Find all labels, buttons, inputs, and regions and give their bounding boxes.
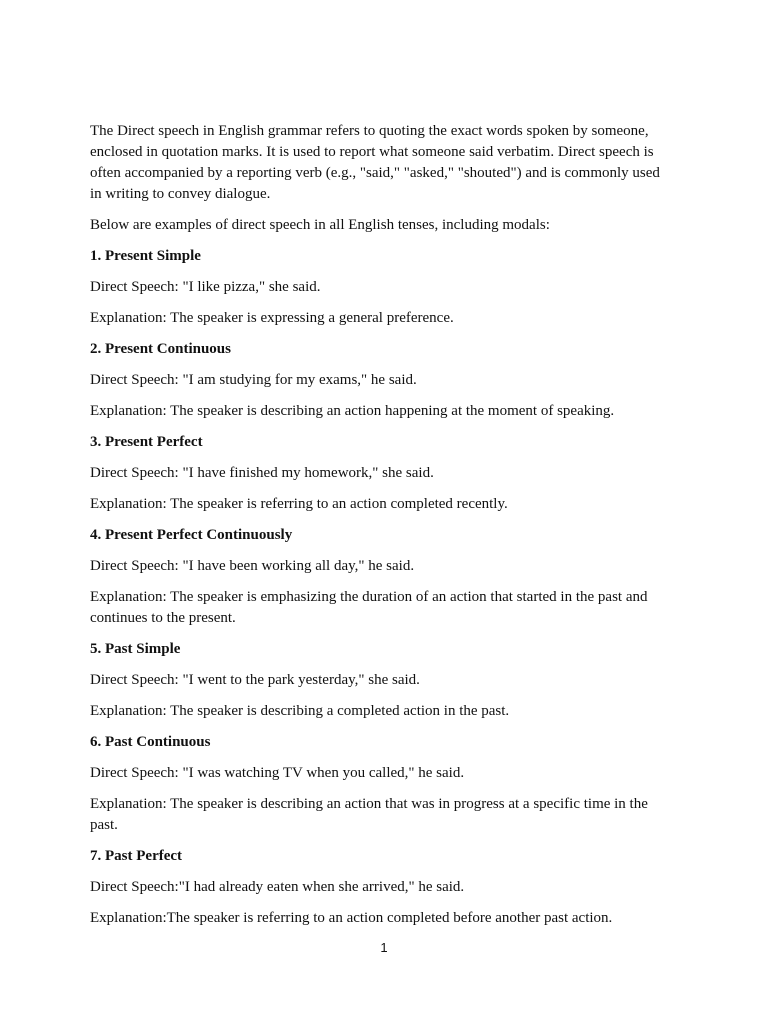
explanation-text: Explanation: The speaker is emphasizing the duration of an action that started in the past and continues to the present.: [90, 589, 648, 626]
explanation-text: Explanation: The speaker is describing a completed action in the past.: [90, 703, 510, 719]
direct-speech-example: Direct Speech: "I went to the park yesterday," she said.: [90, 672, 420, 688]
direct-speech-example: Direct Speech: "I like pizza," she said.: [90, 279, 321, 295]
explanation-text: Explanation: The speaker is describing an action that was in progress at a specific time in the past.: [90, 796, 648, 833]
explanation-text: Explanation: The speaker is expressing a general preference.: [90, 310, 454, 326]
section-heading-present-simple: 1. Present Simple: [90, 248, 201, 264]
page-number: 1: [380, 940, 388, 955]
direct-speech-example: Direct Speech:"I had already eaten when she arrived," he said.: [90, 879, 465, 895]
section-heading-present-perfect: 3. Present Perfect: [90, 434, 203, 450]
section-heading-present-perfect-continuous: 4. Present Perfect Continuously: [90, 527, 293, 543]
section-heading-past-simple: 5. Past Simple: [90, 641, 181, 657]
document-body: [90, 121, 670, 939]
intro-paragraph: The Direct speech in English grammar refers to quoting the exact words spoken by someone, enclosed in quotation marks. It is used to report what someone said verbatim. Direct speech is often accompanied by a reporting verb (e.g., "said," "asked," "shouted") and is commonly used in writing to convey dialogue.: [90, 123, 660, 202]
section-heading-present-continuous: 2. Present Continuous: [90, 341, 231, 357]
explanation-text: Explanation:The speaker is referring to an action completed before another past action.: [90, 910, 613, 926]
section-heading-past-perfect: 7. Past Perfect: [90, 848, 183, 864]
section-heading-past-continuous: 6. Past Continuous: [90, 734, 211, 750]
explanation-text: Explanation: The speaker is referring to an action completed recently.: [90, 496, 508, 512]
direct-speech-example: Direct Speech: "I have been working all day," he said.: [90, 558, 415, 574]
lead-paragraph: Below are examples of direct speech in all English tenses, including modals:: [90, 217, 550, 233]
direct-speech-example: Direct Speech: "I was watching TV when you called," he said.: [90, 765, 465, 781]
direct-speech-example: Direct Speech: "I have finished my homework," she said.: [90, 465, 434, 481]
explanation-text: Explanation: The speaker is describing an action happening at the moment of speaking.: [90, 403, 615, 419]
direct-speech-example: Direct Speech: "I am studying for my exams," he said.: [90, 372, 417, 388]
